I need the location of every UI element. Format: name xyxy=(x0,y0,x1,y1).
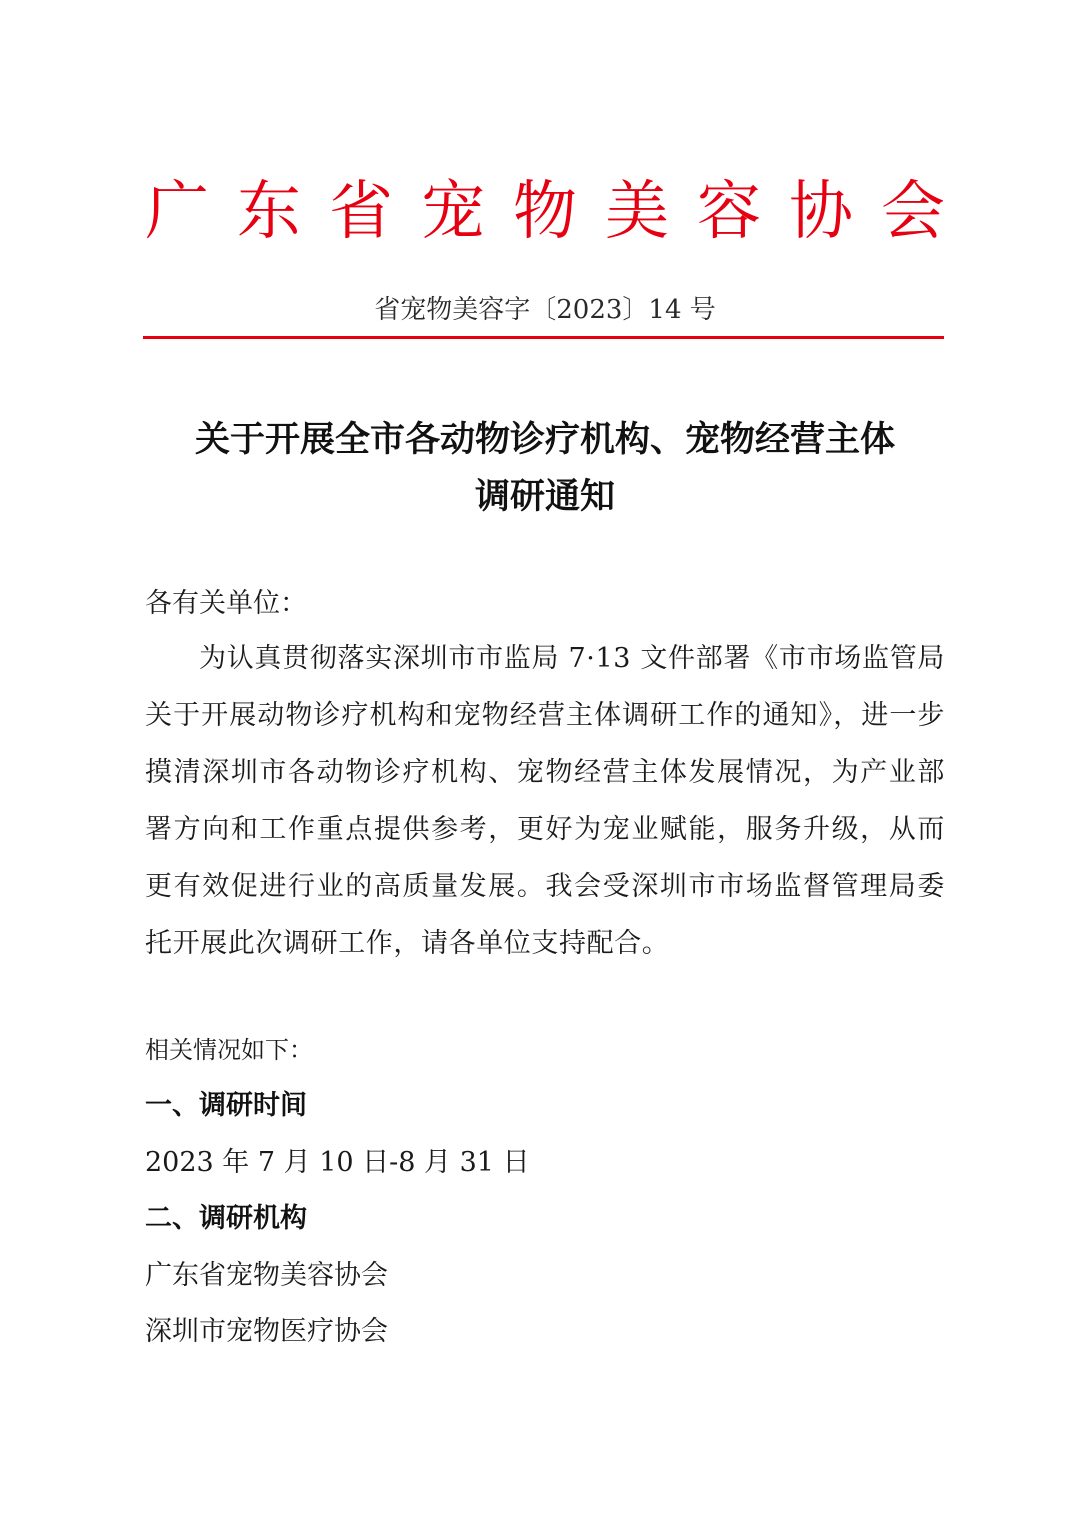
title-line-1: 关于开展全市各动物诊疗机构、宠物经营主体 xyxy=(194,420,895,460)
document-number: 省宠物美容字〔2023〕14 号 xyxy=(374,295,716,325)
org-char: 物 xyxy=(513,175,577,249)
organization-header xyxy=(145,172,945,252)
salutation: 各有关单位： xyxy=(145,588,307,619)
org-char: 广 xyxy=(145,175,209,249)
document-title xyxy=(145,412,945,526)
section-heading-time: 一、调研时间 xyxy=(145,1090,307,1121)
header-divider xyxy=(143,336,944,339)
org-char: 容 xyxy=(697,175,761,249)
org-char: 东 xyxy=(237,175,301,249)
institution-item: 广东省宠物美容协会 xyxy=(145,1260,388,1291)
org-char: 协 xyxy=(789,175,853,249)
research-period: 2023 年 7 月 10 日-8 月 31 日 xyxy=(145,1147,530,1178)
title-line-2: 调研通知 xyxy=(474,477,615,517)
institution-item: 深圳市宠物医疗协会 xyxy=(145,1316,388,1347)
body-paragraph: 为认真贯彻落实深圳市市监局 7·13 文件部署《市市场监管局关于开展动物诊疗机构和宠物经营主体调研工作的通知》，进一步摸清深圳市各动物诊疗机构、宠物经营主体发展情况，为产业部署方向和工作重点提供参考，更好为宠业赋能，服务升级，从而更有效促进行业的高质量发展。我会受深圳市市场监督管理局委托开展此次调研工作，请各单位支持配合。 xyxy=(145,643,945,959)
org-char: 会 xyxy=(881,175,945,249)
org-char: 宠 xyxy=(421,175,485,249)
org-char: 美 xyxy=(605,175,669,249)
section-heading-institutions: 二、调研机构 xyxy=(145,1203,307,1234)
related-intro: 相关情况如下： xyxy=(145,1036,313,1064)
org-char: 省 xyxy=(329,175,393,249)
